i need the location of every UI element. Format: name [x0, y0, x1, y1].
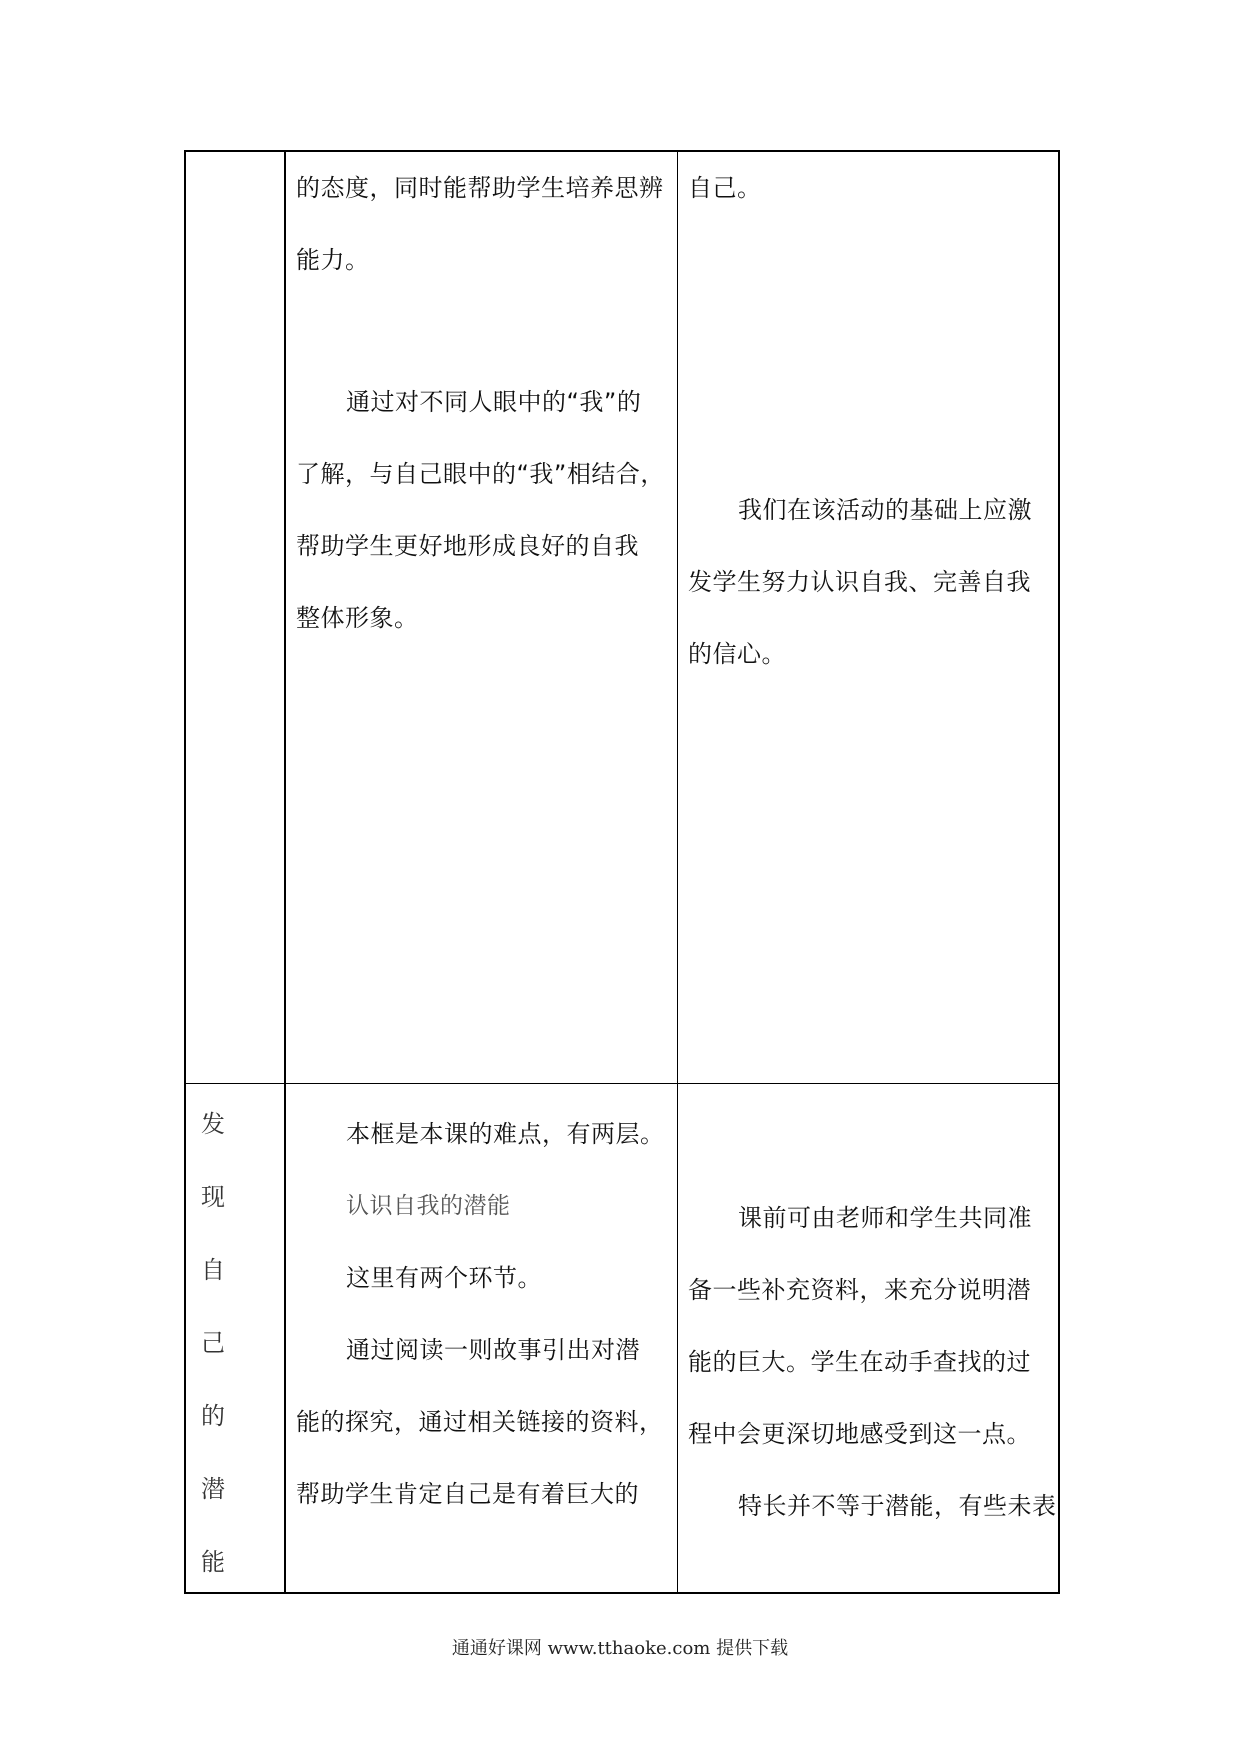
title-char: 发 — [201, 1110, 225, 1138]
text-line: 的信心。 — [688, 640, 786, 668]
title-char: 自 — [201, 1256, 225, 1284]
table-row — [186, 1084, 1058, 1592]
paragraph — [688, 474, 1052, 690]
text-line: 的态度，同时能帮助学生培养思辨 — [296, 174, 664, 202]
text-line: 本框是本课的难点，有两层。 — [346, 1120, 665, 1148]
paragraph — [688, 1182, 1057, 1542]
title-char: 己 — [201, 1329, 225, 1357]
text-line: 帮助学生更好地形成良好的自我 — [296, 532, 639, 560]
text-line: 整体形象。 — [296, 604, 419, 632]
text-line: 能的探究，通过相关链接的资料， — [296, 1408, 664, 1436]
text-line: 了解，与自己眼中的“我”相结合， — [296, 460, 665, 488]
content-cell — [286, 152, 678, 1083]
text-line: 程中会更深切地感受到这一点。 — [688, 1420, 1031, 1448]
text-line: 通过对不同人眼中的“我”的 — [346, 388, 642, 416]
title-char: 能 — [201, 1548, 225, 1576]
text-line: 我们在该活动的基础上应激 — [738, 496, 1032, 524]
lesson-plan-table — [184, 150, 1060, 1594]
text-line: 帮助学生肯定自己是有着巨大的 — [296, 1480, 639, 1508]
content-cell — [286, 1084, 678, 1592]
text-line: 课前可由老师和学生共同准 — [738, 1204, 1032, 1232]
section-title-cell — [186, 152, 286, 1083]
paragraph — [296, 1098, 671, 1530]
section-title-vertical — [198, 1088, 228, 1599]
text-line: 能力。 — [296, 246, 370, 274]
page-footer: 通通好课网 www.tthaoke.com 提供下载 — [451, 1638, 789, 1659]
text-line: 备一些补充资料，来充分说明潜 — [688, 1276, 1031, 1304]
paragraph — [688, 152, 1052, 224]
notes-cell — [678, 1084, 1058, 1592]
text-line: 通过阅读一则故事引出对潜 — [346, 1336, 640, 1364]
text-line: 特长并不等于潜能，有些未表 — [738, 1492, 1057, 1520]
paragraph — [296, 366, 671, 654]
text-line: 发学生努力认识自我、完善自我 — [688, 568, 1031, 596]
title-char: 现 — [201, 1183, 225, 1211]
notes-cell — [678, 152, 1058, 1083]
subheading: 认识自我的潜能 — [346, 1193, 511, 1219]
section-title-cell — [186, 1084, 286, 1592]
text-line: 能的巨大。学生在动手查找的过 — [688, 1348, 1031, 1376]
text-line: 自己。 — [688, 174, 762, 202]
paragraph — [296, 152, 671, 296]
title-char: 的 — [201, 1402, 225, 1430]
title-char: 潜 — [201, 1475, 225, 1503]
text-line: 这里有两个环节。 — [346, 1264, 542, 1292]
table-row — [186, 152, 1058, 1084]
